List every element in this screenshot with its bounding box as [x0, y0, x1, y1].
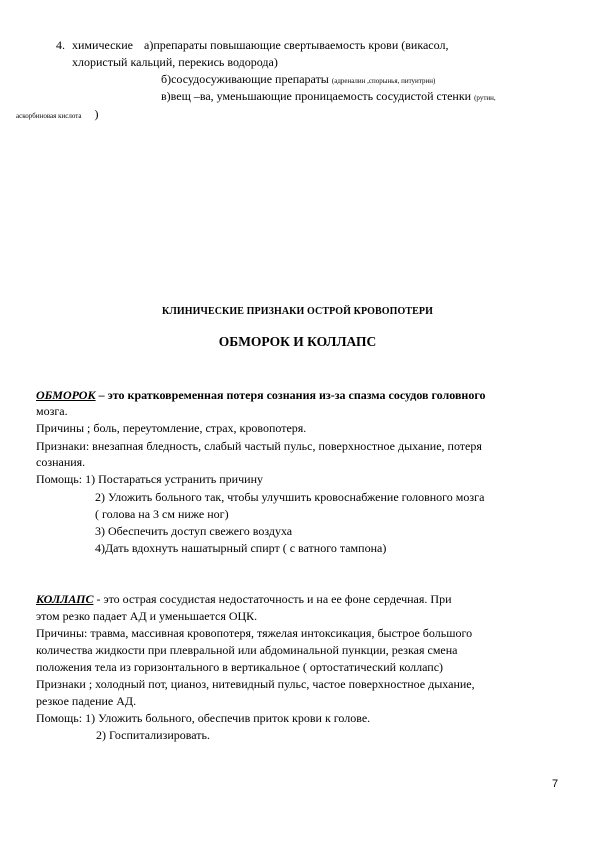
- faint-signs-cont: сознания.: [36, 455, 86, 469]
- collapse-causes-cont2: положения тела из горизонтального в вертикальное ( ортостатический коллапс): [36, 660, 444, 674]
- collapse-definition-text: - это острая сосудистая недостаточность и на ее фоне сердечная. При: [93, 592, 452, 606]
- collapse-definition: [36, 593, 451, 605]
- faint-signs: Признаки: внезапная бледность, слабый частый пульс, поверхностное дыхание, потеря: [36, 439, 482, 453]
- collapse-term: КОЛЛАПС: [36, 592, 94, 606]
- item4-line3-small: (адреналин ,спорынья, питуитрин): [331, 77, 436, 85]
- item4-line4: [161, 90, 496, 102]
- item4-line1: [56, 39, 448, 51]
- faint-definition: [36, 389, 486, 401]
- collapse-definition-cont: этом резко падает АД и уменьшается ОЦК.: [36, 609, 258, 623]
- item4-line2: хлористый кальций, перекись водорода): [72, 55, 278, 69]
- item4-line3: [161, 73, 435, 85]
- faint-collapse-heading: ОБМОРОК И КОЛЛАПС: [218, 334, 377, 349]
- collapse-causes: Причины: травма, массивная кровопотеря, тяжелая интоксикация, быстрое большого: [36, 626, 473, 640]
- faint-help-4: 4)Дать вдохнуть нашатырный спирт ( с ватного тампона): [95, 541, 387, 555]
- faint-definition-cont: мозга.: [36, 404, 68, 418]
- faint-causes: Причины ; боль, переутомление, страх, кровопотеря.: [36, 421, 307, 435]
- collapse-signs-cont: резкое падение АД.: [36, 694, 137, 708]
- collapse-causes-cont1: количества жидкости при плевральной или абдоминальной пункции, резкая смена: [36, 643, 458, 657]
- faint-help-2: 2) Уложить больного так, чтобы улучшить кровоснабжение головного мозга: [95, 490, 485, 504]
- item4-line4-main: в)вещ –ва, уменьшающие проницаемость сосудистой стенки: [161, 89, 472, 103]
- faint-definition-text: – это кратковременная потеря сознания из-за спазма сосудов головного: [95, 388, 486, 402]
- collapse-help-2: 2) Госпитализировать.: [96, 728, 210, 742]
- item4-line4-small: (рутин,: [474, 94, 496, 102]
- faint-help-2b: ( голова на 3 см ниже ног): [95, 507, 229, 521]
- faint-help-1: Помощь: 1) Постараться устранить причину: [36, 472, 263, 486]
- item4-number: 4.: [56, 38, 65, 52]
- faint-help-3: 3) Обеспечить доступ свежего воздуха: [95, 524, 293, 538]
- collapse-help-1: Помощь: 1) Уложить больного, обеспечив приток крови к голове.: [36, 711, 371, 725]
- faint-term: ОБМОРОК: [36, 388, 96, 402]
- collapse-signs: Признаки ; холодный пот, цианоз, нитевидный пульс, частое поверхностное дыхание,: [36, 677, 475, 691]
- item4-line3-main: б)сосудосуживающие препараты: [161, 72, 329, 86]
- item4-line5-end: ): [94, 107, 99, 121]
- page-number: 7: [552, 778, 559, 790]
- clinical-signs-heading: КЛИНИЧЕСКИЕ ПРИЗНАКИ ОСТРОЙ КРОВОПОТЕРИ: [161, 306, 434, 317]
- item4-line1-text: а)препараты повышающие свертываемость крови (викасол,: [144, 38, 449, 52]
- item4-line5: [16, 108, 99, 120]
- item4-label: химические: [72, 38, 134, 52]
- item4-line5-small: аскорбиновая кислота: [16, 112, 82, 120]
